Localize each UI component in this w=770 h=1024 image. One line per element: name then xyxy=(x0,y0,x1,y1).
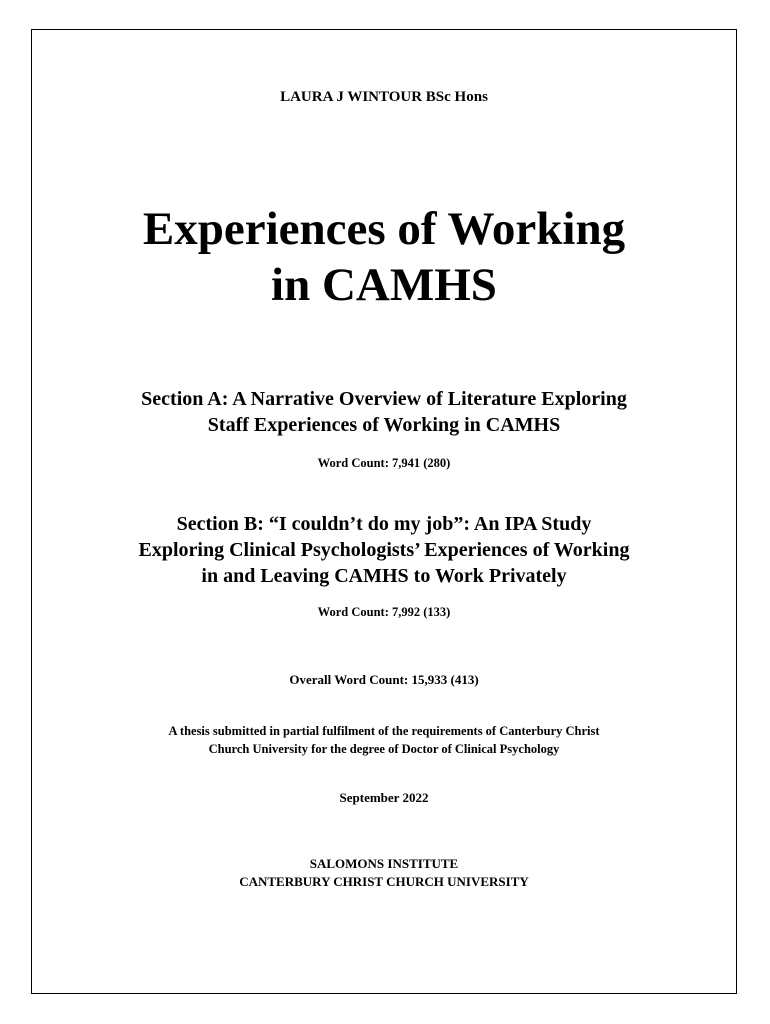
section-a-heading-line-1: Section A: A Narrative Overview of Literature Exploring xyxy=(141,388,627,410)
section-a-heading xyxy=(31,386,737,438)
thesis-title-line-1: Experiences of Working xyxy=(142,203,626,255)
overall-word-count: Overall Word Count: 15,933 (413) xyxy=(289,672,479,687)
author-name: LAURA J WINTOUR BSc Hons xyxy=(280,89,488,105)
thesis-title-line-2: in CAMHS xyxy=(271,259,497,311)
thesis-statement-line-2: Church University for the degree of Doctor of Clinical Psychology xyxy=(208,742,560,756)
institution xyxy=(31,855,737,891)
section-b-heading-line-1: Section B: “I couldn’t do my job”: An IPA Study xyxy=(176,513,592,535)
section-b-heading-line-3: in and Leaving CAMHS to Work Privately xyxy=(201,565,567,587)
thesis-statement-line-1: A thesis submitted in partial fulfilment of the requirements of Canterbury Christ xyxy=(168,724,600,738)
institution-line-2: CANTERBURY CHRIST CHURCH UNIVERSITY xyxy=(239,874,529,889)
section-b-word-count: Word Count: 7,992 (133) xyxy=(317,605,451,619)
thesis-title xyxy=(31,201,737,313)
section-b-heading xyxy=(31,511,737,589)
section-b-heading-line-2: Exploring Clinical Psychologists’ Experiences of Working xyxy=(138,539,630,561)
thesis-statement xyxy=(31,722,737,758)
section-a-heading-line-2: Staff Experiences of Working in CAMHS xyxy=(207,414,561,436)
submission-date: September 2022 xyxy=(339,790,429,805)
section-a-word-count: Word Count: 7,941 (280) xyxy=(317,456,451,470)
institution-line-1: SALOMONS INSTITUTE xyxy=(309,856,459,871)
